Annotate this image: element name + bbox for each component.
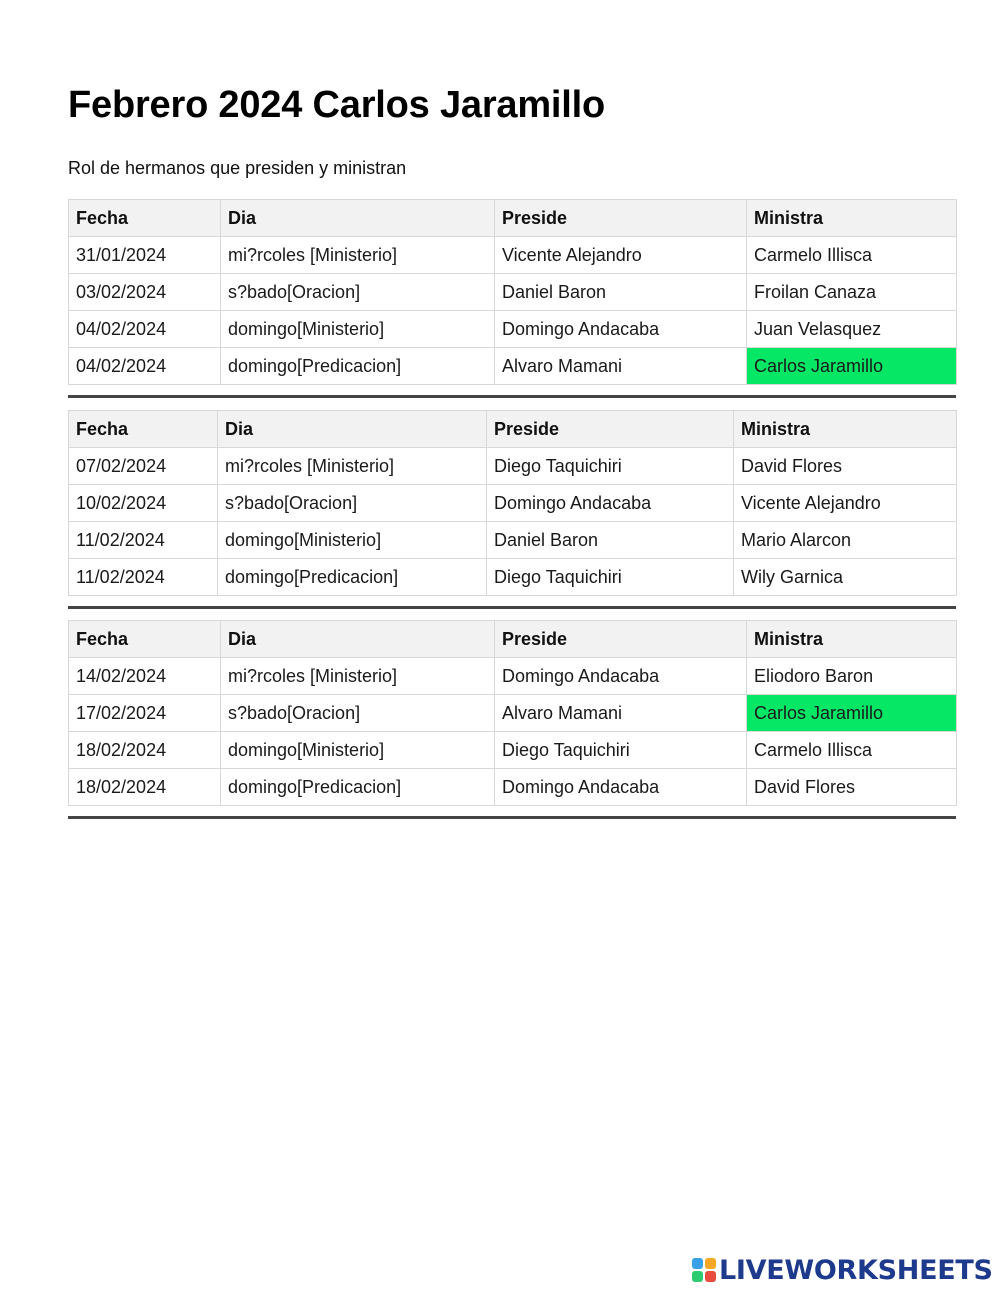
column-header-ministra: Ministra xyxy=(747,200,957,237)
page-title: Febrero 2024 Carlos Jaramillo xyxy=(68,84,606,126)
section-divider xyxy=(68,606,956,609)
cell-fecha: 03/02/2024 xyxy=(69,274,221,311)
cell-ministra: Vicente Alejandro xyxy=(734,485,957,522)
logo-square-red xyxy=(705,1271,716,1282)
schedule-table-1 xyxy=(68,199,957,385)
column-header-preside: Preside xyxy=(495,621,747,658)
cell-preside: Diego Taquichiri xyxy=(487,448,734,485)
cell-fecha: 11/02/2024 xyxy=(69,559,218,596)
section-divider xyxy=(68,816,956,819)
logo-square-orange xyxy=(705,1258,716,1269)
schedule-block-2 xyxy=(68,410,956,609)
cell-ministra: Carmelo Illisca xyxy=(747,732,957,769)
column-header-fecha: Fecha xyxy=(69,411,218,448)
cell-preside: Vicente Alejandro xyxy=(495,237,747,274)
cell-ministra: Wily Garnica xyxy=(734,559,957,596)
cell-fecha: 14/02/2024 xyxy=(69,658,221,695)
cell-fecha: 31/01/2024 xyxy=(69,237,221,274)
cell-dia: s?bado[Oracion] xyxy=(218,485,487,522)
cell-preside: Domingo Andacaba xyxy=(495,769,747,806)
cell-dia: s?bado[Oracion] xyxy=(221,695,495,732)
cell-dia: domingo[Predicacion] xyxy=(221,348,495,385)
table-header-row xyxy=(69,200,957,237)
column-header-preside: Preside xyxy=(487,411,734,448)
table-header-row xyxy=(69,411,957,448)
cell-ministra: Eliodoro Baron xyxy=(747,658,957,695)
cell-fecha: 18/02/2024 xyxy=(69,769,221,806)
column-header-fecha: Fecha xyxy=(69,200,221,237)
section-divider xyxy=(68,395,956,398)
cell-preside: Daniel Baron xyxy=(495,274,747,311)
cell-fecha: 17/02/2024 xyxy=(69,695,221,732)
cell-dia: domingo[Ministerio] xyxy=(221,732,495,769)
column-header-preside: Preside xyxy=(495,200,747,237)
cell-ministra: David Flores xyxy=(734,448,957,485)
page-subtitle: Rol de hermanos que presiden y ministran xyxy=(68,158,407,178)
cell-preside: Domingo Andacaba xyxy=(495,311,747,348)
logo-square-blue xyxy=(692,1258,703,1269)
cell-dia: domingo[Predicacion] xyxy=(218,559,487,596)
schedule-block-1 xyxy=(68,199,956,398)
table-row xyxy=(69,348,957,385)
column-header-dia: Dia xyxy=(221,621,495,658)
cell-fecha: 18/02/2024 xyxy=(69,732,221,769)
cell-fecha: 07/02/2024 xyxy=(69,448,218,485)
logo-text: LIVEWORKSHEETS xyxy=(719,1254,993,1286)
table-row xyxy=(69,732,957,769)
cell-ministra: Carlos Jaramillo xyxy=(747,348,957,385)
table-row xyxy=(69,559,957,596)
table-row xyxy=(69,237,957,274)
cell-preside: Daniel Baron xyxy=(487,522,734,559)
table-row xyxy=(69,485,957,522)
cell-dia: mi?rcoles [Ministerio] xyxy=(221,237,495,274)
table-row xyxy=(69,658,957,695)
cell-preside: Diego Taquichiri xyxy=(495,732,747,769)
cell-preside: Alvaro Mamani xyxy=(495,695,747,732)
cell-preside: Alvaro Mamani xyxy=(495,348,747,385)
schedule-block-3 xyxy=(68,620,956,819)
cell-dia: domingo[Ministerio] xyxy=(221,311,495,348)
table-row xyxy=(69,274,957,311)
table-row xyxy=(69,311,957,348)
column-header-dia: Dia xyxy=(218,411,487,448)
table-row xyxy=(69,522,957,559)
table-row xyxy=(69,695,957,732)
cell-fecha: 04/02/2024 xyxy=(69,348,221,385)
column-header-ministra: Ministra xyxy=(747,621,957,658)
cell-dia: mi?rcoles [Ministerio] xyxy=(218,448,487,485)
cell-ministra: Carlos Jaramillo xyxy=(747,695,957,732)
column-header-fecha: Fecha xyxy=(69,621,221,658)
cell-fecha: 04/02/2024 xyxy=(69,311,221,348)
cell-preside: Domingo Andacaba xyxy=(487,485,734,522)
cell-dia: s?bado[Oracion] xyxy=(221,274,495,311)
cell-ministra: Juan Velasquez xyxy=(747,311,957,348)
liveworksheets-logo-icon xyxy=(692,1258,716,1282)
cell-dia: domingo[Ministerio] xyxy=(218,522,487,559)
cell-dia: mi?rcoles [Ministerio] xyxy=(221,658,495,695)
schedule-table-3 xyxy=(68,620,957,806)
column-header-dia: Dia xyxy=(221,200,495,237)
column-header-ministra: Ministra xyxy=(734,411,957,448)
table-row xyxy=(69,769,957,806)
cell-ministra: David Flores xyxy=(747,769,957,806)
cell-ministra: Carmelo Illisca xyxy=(747,237,957,274)
cell-ministra: Froilan Canaza xyxy=(747,274,957,311)
table-header-row xyxy=(69,621,957,658)
liveworksheets-logo xyxy=(692,1255,993,1285)
table-row xyxy=(69,448,957,485)
cell-ministra: Mario Alarcon xyxy=(734,522,957,559)
cell-preside: Domingo Andacaba xyxy=(495,658,747,695)
logo-square-green xyxy=(692,1271,703,1282)
cell-fecha: 11/02/2024 xyxy=(69,522,218,559)
schedule-table-2 xyxy=(68,410,957,596)
cell-dia: domingo[Predicacion] xyxy=(221,769,495,806)
cell-fecha: 10/02/2024 xyxy=(69,485,218,522)
cell-preside: Diego Taquichiri xyxy=(487,559,734,596)
